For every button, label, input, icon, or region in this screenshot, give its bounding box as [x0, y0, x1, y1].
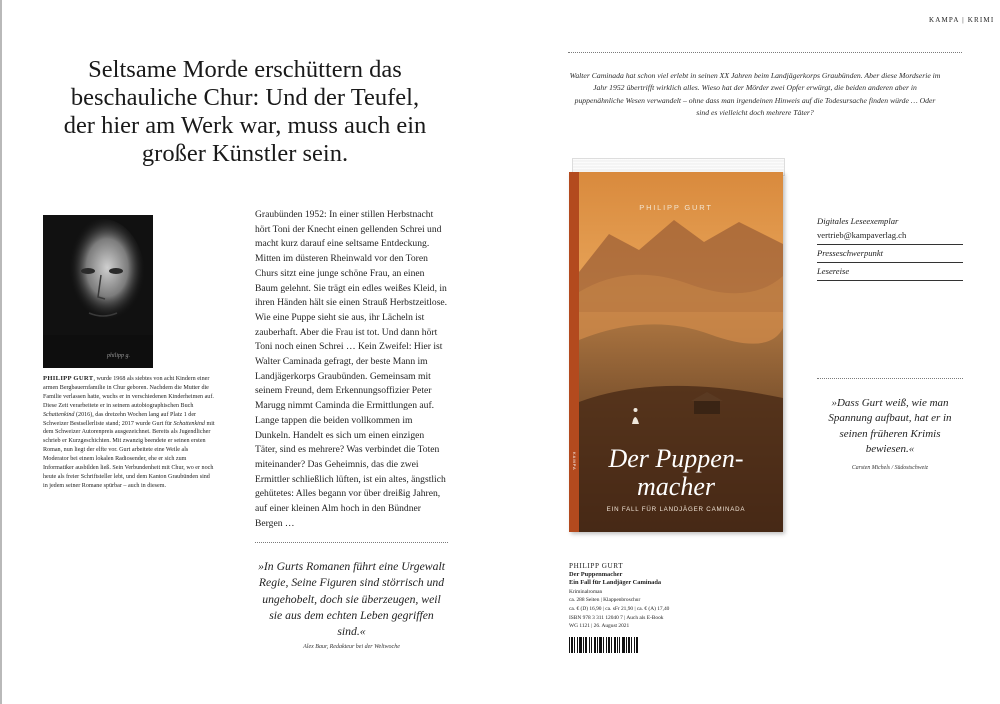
biblio-wg: WG 1121 | 26. August 2021: [569, 623, 630, 630]
divider-top-right: [568, 52, 962, 53]
cover-title: [569, 445, 783, 501]
biblio-genre: Kriminalroman: [569, 588, 603, 595]
biblio-pages: ca. 288 Seiten | Klappenbroschur: [569, 597, 641, 604]
biblio-isbn: ISBN 978 3 311 12040 7 | Auch als E-Book: [569, 614, 664, 621]
cover-title-line1: Der Puppen-: [608, 444, 744, 473]
author-bio: [43, 375, 215, 491]
divider-left: [255, 542, 448, 543]
press-quote-right-source: Carsten Michels / Südostschweiz: [851, 465, 929, 471]
publisher-brand: KAMPA | KRIMI: [929, 16, 995, 24]
bio-text-part1: , wurde 1968 als siebtes von acht Kindern einer armen Bergbauernfamilie in Chur geboren. Nachdem die Mutter die Familie verlassen hatte, wuchs er in verschiedenen Kinderheimen auf. Diese Zeit verarbeitete er in seinem autobiographischen Buch: [43, 376, 214, 409]
barcode: [569, 637, 639, 653]
spine-publisher: KAMPA: [572, 452, 577, 471]
biblio-subtitle: Ein Fall für Landjäger Caminada: [569, 579, 662, 587]
bio-text-part3: mit dem Schweizer Autorenpreis ausgezeichnet. Bereits als Jugendlicher schrieb er Kurzgeschichten. Mit zwanzig beendete er seinen ersten Roman, nun liegt der elfte vor. Gurt arbeitete eine Weile als Moderator bei einem lokalen Radiosender, ehe er sich zum Informatiker ausbilden ließ. Sein Verbundenheit mit Chur, wo er noch heute als freier Schriftsteller lebt, und dem Kanton Graubünden sind in jedem seiner Romane spürbar – auch in diesem.: [43, 420, 215, 489]
book-cover: [569, 172, 783, 532]
cover-title-line2: macher: [637, 472, 715, 501]
contact-email-link[interactable]: vertrieb@kampaverlag.ch: [817, 227, 963, 245]
bio-text-part2: (2016), das dreizehn Wochen lang auf Platz 1 der Schweizer Bestsellerliste stand; 2017 wurde Gurt für: [43, 411, 197, 427]
bio-book-title-2: Schattenkind: [173, 420, 205, 427]
press-quote-right: »Dass Gurt weiß, wie man Spannung aufbaut, hat er in seinen früheren Krimis bewiesen.«: [828, 397, 952, 456]
reading-tour-item: Lesereise: [817, 263, 963, 281]
press-quote-left: »In Gurts Romanen führt eine Urgewalt Regie, Seine Figuren sind störrisch und ungehobelt, doch sie überzeugen, weil sie aus dem echten Leben gegriffen sind.«: [258, 560, 445, 639]
author-portrait: [43, 215, 153, 368]
press-quote-left-source: Alex Baur, Redakteur bei der Weltwoche: [303, 644, 400, 650]
teaser-text: Walter Caminada hat schon viel erlebt in seinen XX Jahren beim Landjägerkorps Graubünden. Aber diese Mordserie im Jahr 1952 übertrifft wirklich alles. Wieso hat der Mörder zwei Opfer erwürgt, die beiden anderen aber in puppenähnliche Wesen verwandelt – ohne dass man irgendeinen Hinweis auf die Todesursache finden würde … Oder sind es vielleicht doch mehrere Täter?: [569, 71, 941, 118]
biblio-price: ca. € (D) 16,90 | ca. sFr 21,90 | ca. € (A) 17,40: [569, 605, 670, 612]
page-edge: [0, 0, 2, 704]
portrait-signature: philipp g.: [107, 353, 131, 359]
press-focus-item: Presseschwerpunkt: [817, 245, 963, 263]
bio-author-name: PHILIPP GURT: [43, 375, 94, 382]
synopsis-text: Graubünden 1952: In einer stillen Herbstnacht hört Toni der Knecht einen gellenden Schrei und macht kurz darauf eine seltsame Entdeckung. Mitten im düsteren Rheinwald vor den Toren Churs sitzt eine junge schöne Frau, an einen Baum gelehnt. Sie trägt ein edles weißes Kleid, in ihren Händen hält sie einen Strauß Herbstzeitlose. Wie eine Puppe sieht sie aus, ihr Lächeln ist zauberhaft. Aber die Frau ist tot. Und dann hört Toni noch einen Schrei … Kein Zweifel: Hier ist Walter Caminada gefragt, der beste Mann im Landjägerkorps Graubünden. Gemeinsam mit seinem Freund, dem Erkennungsoffizier Peter Marugg nimmt Caminda die Ermittlungen auf. Lange tappen die beiden vollkommen im Dunkeln. Handelt es sich um einen einzigen Täter, sind es mehrere? Was verbindet die Toten miteinander? Das Geheimnis, das die zwei Ermittler schließlich lüften, ist ein altes, ängstlich gehütetes: Alles begann vor über dreißig Jahren, auf einer kleinen Alm hoch in den Bündner Bergen …: [255, 209, 448, 529]
biblio-author: PHILIPP GURT: [569, 562, 624, 570]
digital-copy-label: Digitales Leseexemplar: [817, 216, 899, 226]
bibliographic-info: [569, 562, 769, 631]
headline: Seltsame Morde erschüttern das beschauliche Chur: Und der Teufel, der hier am Werk war, muss auch ein großer Künstler sein.: [63, 56, 427, 167]
bio-book-title: Schattenkind: [43, 411, 75, 418]
marketing-list: [817, 213, 963, 281]
cover-author: PHILIPP GURT: [639, 203, 713, 212]
biblio-title: Der Puppenmacher: [569, 570, 623, 578]
divider-right: [817, 378, 963, 379]
cover-subtitle: EIN FALL FÜR LANDJÄGER CAMINADA: [606, 506, 746, 513]
